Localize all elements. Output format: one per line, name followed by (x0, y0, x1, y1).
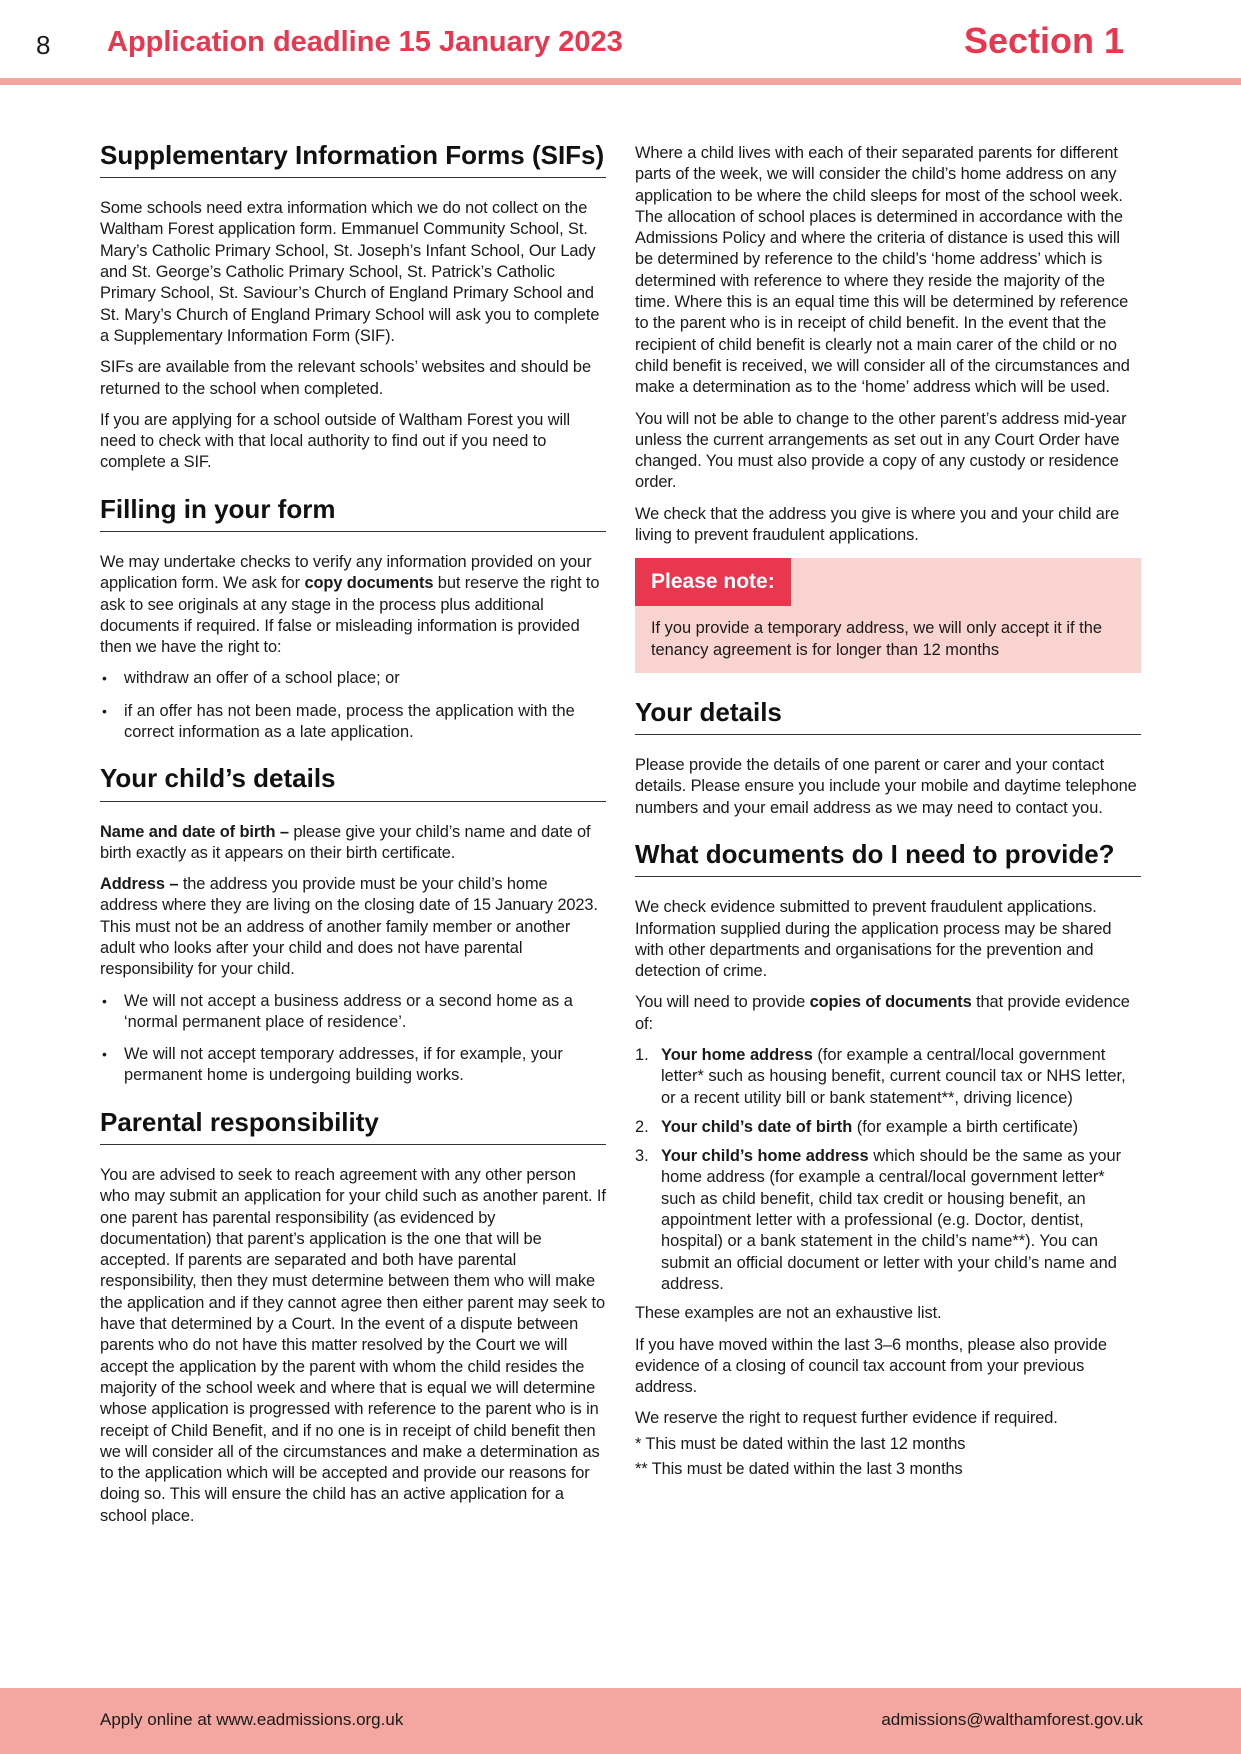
address-bullets (100, 991, 606, 1087)
parental-section (100, 1107, 606, 1527)
footer-apply-online: Apply online at www.eadmissions.org.uk (100, 1710, 404, 1729)
child-details-heading: Your child’s details (100, 763, 606, 801)
address-paragraph (100, 874, 606, 980)
sif-paragraph-2: SIFs are available from the relevant schools’ websites and should be returned to the school when completed. (100, 358, 591, 398)
filling-text-bold: copy documents (304, 574, 434, 593)
documents-list (635, 1045, 1141, 1295)
list-item (635, 1117, 1141, 1138)
documents-text-a: You will need to provide (635, 993, 810, 1012)
list-item-bold: Your child’s date of birth (661, 1117, 853, 1136)
list-item-bold: Your home address (661, 1045, 813, 1064)
documents-paragraph-2 (635, 992, 1141, 1035)
sif-section (100, 140, 606, 474)
left-column (100, 140, 606, 1547)
name-dob-text: please give your child’s name and date of birth exactly as it appears on their birth certificate. (100, 822, 591, 862)
address-text: the address you provide must be your child’s home address where they are living on the closing date of 15 January 2023. This must not be an address of another family member or another adult who looks after your child and does not have parental responsibility for your child. (100, 875, 598, 979)
page-number: 8 (36, 30, 51, 60)
footer-email: admissions@walthamforest.gov.uk (881, 1710, 1143, 1729)
documents-text-b: that provide evidence of: (635, 993, 1130, 1033)
page-footer (0, 1688, 1241, 1754)
list-item (635, 1146, 1141, 1295)
section-label: Section 1 (963, 20, 1124, 61)
sif-heading: Supplementary Information Forms (SIFs) (100, 140, 606, 178)
list-item-text: which should be the same as your home address (for example a central/local government letter* such as child benefit, child tax credit or housing benefit, an appointment letter with a professional (e.g. Doctor, dentist, hospital) or a bank statement in the child’s name**). You can submit an official document or letter with your child’s name and address. (661, 1147, 1122, 1293)
list-item: • withdraw an offer of a school place; or (100, 668, 606, 689)
parental-heading: Parental responsibility (100, 1107, 606, 1145)
filling-bullets (100, 668, 606, 743)
your-details-heading: Your details (635, 697, 1141, 735)
list-item (635, 1045, 1141, 1109)
filling-paragraph (100, 552, 606, 658)
parental-paragraph: You are advised to seek to reach agreement with any other person who may submit an application for your child such as another parent. If one parent has parental responsibility (as evidenced by documentation) that parent’s application is the one that will be accepted. If parents are separated and both have parental responsibility, then they must determine between them who will make the application and if they cannot agree then either parent may seek to have that determined by a Court. In the event of a dispute between parents who do not have this matter resolved by the Court we will accept the application by the parent with whom the child resides the majority of the school week and where that is equal we will determine whose application is progressed with reference to the parent who is in receipt of Child Benefit, and if no one is in receipt of child benefit then we will consider all of the circumstances and make a determination as to the application which will be accepted and provide our reasons for doing so. This will ensure the child has an active application for a school place. (100, 1165, 606, 1525)
your-details-paragraph: Please provide the details of one parent or carer and your contact details. Please ensure you include your mobile and daytime telephone numbers and your email address as we may need to contact you. (635, 756, 1137, 817)
list-item-bold: Your child’s home address (661, 1147, 869, 1166)
right-column (635, 143, 1141, 1500)
list-item-text: (for example a central/local government letter* such as housing benefit, current council tax or NHS letter, or a recent utility bill or bank statement**, driving licence) (661, 1045, 1126, 1107)
list-item-text: (for example a birth certificate) (852, 1117, 1079, 1136)
list-item: • if an offer has not been made, process the application with the correct information as a late application. (100, 701, 606, 744)
please-note-title: Please note: (635, 558, 791, 606)
name-dob-label: Name and date of birth – (100, 822, 289, 841)
deadline-title: Application deadline 15 January 2023 (107, 26, 623, 58)
sif-paragraph-1: Some schools need extra information which we do not collect on the Waltham Forest application form. Emmanuel Community School, St. Mary’s Catholic Primary School, St. Joseph’s Infant School, Our Lady and St. George’s Catholic Primary School, St. Patrick’s Catholic Primary School, St. Saviour’s Church of England Primary School and St. Mary’s Church of England Primary School will ask you to complete a Supplementary Information Form (SIF). (100, 199, 600, 345)
header-rule (0, 78, 1241, 85)
footnote-2: ** This must be dated within the last 3 months (635, 1460, 963, 1479)
documents-paragraph-4: If you have moved within the last 3–6 months, please also provide evidence of a closing of council tax account from your previous address. (635, 1335, 1107, 1397)
filling-text-b: but reserve the right to ask to see originals at any stage in the process plus additional documents if required. If false or misleading information is provided then we have the right to: (100, 574, 600, 657)
sif-paragraph-3: If you are applying for a school outside of Waltham Forest you will need to check with that local authority to find out if you need to complete a SIF. (100, 410, 571, 472)
please-note-body: If you provide a temporary address, we will only accept it if the tenancy agreement is for longer than 12 months (651, 619, 1102, 659)
filling-text-a: We may undertake checks to verify any information provided on your application form. We ask for (100, 552, 592, 593)
list-item: • We will not accept temporary addresses, if for example, your permanent home is undergoing building works. (100, 1044, 606, 1087)
documents-section (635, 839, 1141, 1480)
child-details-section (100, 763, 606, 1086)
separated-parents-paragraph: Where a child lives with each of their separated parents for different parts of the week, we will consider the child’s home address on any application to be where the child sleeps for most of the school week. The allocation of school places is determined in accordance with the Admissions Policy and where the criteria of distance is used this will be determined by reference to the child’s ‘home address’ which is determined with reference to where they reside the majority of the time. Where this is an equal time this will be determined by reference to the parent who is in receipt of child benefit. In the event that the recipient of child benefit is clearly not a main carer of the child or no child benefit is received, we will consider all of the circumstances and make a determination as to the ‘home’ address which will be used. (635, 144, 1130, 397)
list-number: 3. (635, 1147, 649, 1166)
list-number: 2. (635, 1117, 649, 1136)
documents-paragraph-3: These examples are not an exhaustive list. (635, 1304, 942, 1323)
filling-section (100, 494, 606, 744)
filling-heading: Filling in your form (100, 494, 606, 532)
footnote-1: * This must be dated within the last 12 months (635, 1434, 966, 1453)
list-item: • We will not accept a business address or a second home as a ‘normal permanent place of residence’. (100, 991, 606, 1034)
documents-heading: What documents do I need to provide? (635, 839, 1141, 877)
address-check-paragraph: We check that the address you give is where you and your child are living to prevent fraudulent applications. (635, 504, 1120, 545)
your-details-section (635, 697, 1141, 819)
documents-text-bold: copies of documents (809, 993, 972, 1012)
list-number: 1. (635, 1045, 649, 1064)
change-address-paragraph: You will not be able to change to the other parent’s address mid-year unless the current arrangements as set out in any Court Order have changed. You must also provide a copy of any custody or residence order. (635, 409, 1127, 492)
please-note-box (635, 558, 1141, 673)
address-label: Address – (100, 875, 179, 894)
documents-paragraph-5: We reserve the right to request further evidence if required. (635, 1409, 1058, 1428)
documents-paragraph-1: We check evidence submitted to prevent fraudulent applications. Information supplied during the application process may be shared with other departments and organisations for the prevention and detection of crime. (635, 898, 1112, 981)
name-dob-paragraph (100, 822, 606, 865)
page-header (0, 0, 1241, 85)
